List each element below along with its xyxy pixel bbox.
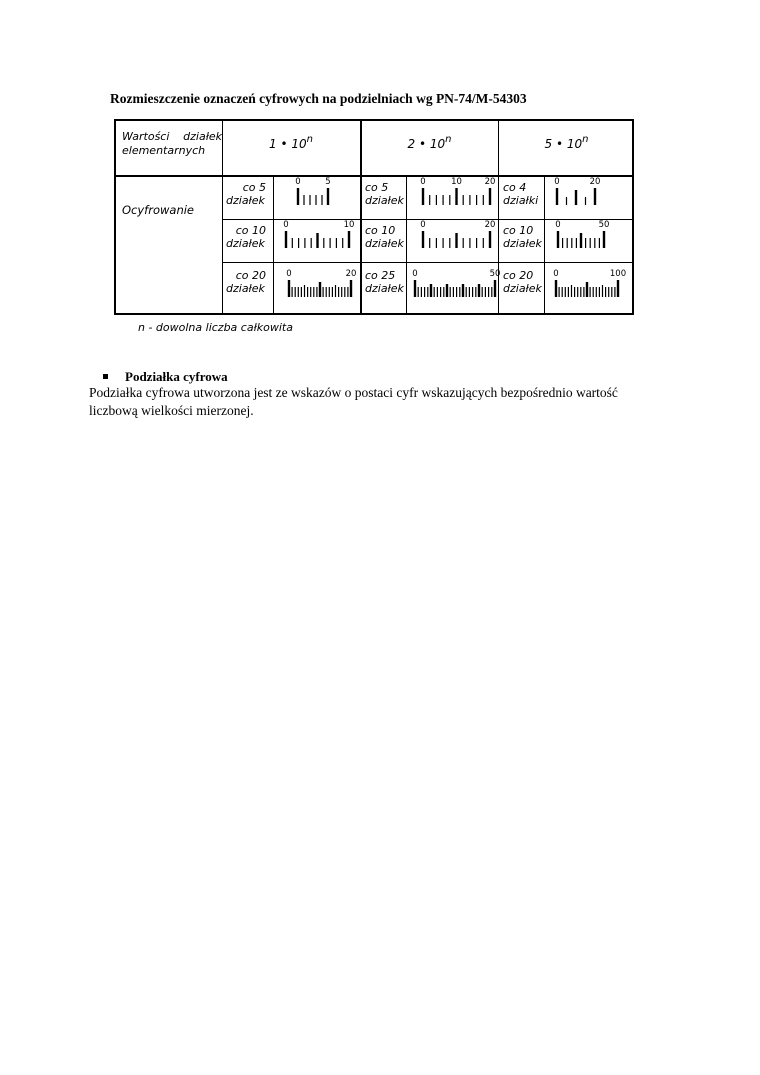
page-title: Rozmieszczenie oznaczeń cyfrowych na podzielniach wg PN-74/M-54303 (110, 91, 527, 106)
scale-illustration (276, 265, 358, 309)
scale-illustration (409, 265, 501, 309)
header-label-word: Wartości (122, 130, 170, 143)
column-header (222, 134, 360, 151)
scale-number-label: 0 (295, 177, 301, 187)
scale-number-label: 10 (451, 177, 462, 187)
row-label: Ocyfrowanie (122, 203, 195, 217)
scale-illustration (409, 222, 496, 260)
scale-number-label: 50 (489, 269, 501, 279)
scale-number-label: 20 (589, 177, 601, 187)
scale-number-label: 100 (609, 269, 627, 279)
scale-number-label: 50 (598, 220, 610, 230)
interval-label-line: działek (503, 282, 542, 295)
table-divider (222, 262, 632, 263)
scale-number-label: 10 (343, 220, 355, 230)
interval-label-line: co 5 (365, 181, 389, 194)
scale-number-label: 0 (553, 269, 559, 279)
interval-label (500, 224, 546, 250)
interval-label (500, 181, 546, 207)
interval-label-line: działek (226, 282, 265, 295)
interval-label-line: działek (226, 237, 265, 250)
interval-label-line: działek (365, 237, 404, 250)
section-heading-text: Podziałka cyfrowa (125, 369, 228, 384)
interval-label-line: co 20 (503, 269, 534, 282)
header-label-line: elementarnych (122, 144, 206, 157)
interval-label-line: co 20 (235, 269, 266, 282)
scale-illustration (547, 179, 632, 217)
column-header (361, 134, 498, 151)
interval-label-line: działek (365, 282, 404, 295)
interval-label-line: co 4 (503, 181, 527, 194)
column-header-exp: n (306, 134, 313, 145)
scale-number-label: 0 (420, 220, 426, 230)
scale-illustration (547, 265, 632, 309)
interval-label-line: działek (503, 237, 542, 250)
scale-number-label: 0 (420, 177, 426, 187)
interval-label (223, 269, 269, 295)
interval-label-line: działek (226, 194, 265, 207)
header-label (122, 130, 222, 158)
interval-label-line: co 10 (235, 224, 266, 237)
interval-label-line: działek (365, 194, 404, 207)
scale-digitization-table (114, 119, 634, 315)
interval-label-line: co 5 (242, 181, 266, 194)
table-note: n - dowolna liczba całkowita (138, 321, 293, 334)
scale-number-label: 0 (554, 177, 560, 187)
column-header-exp: n (445, 134, 452, 145)
scale-number-label: 0 (286, 269, 292, 279)
interval-label-line: co 10 (503, 224, 534, 237)
column-header-exp: n (582, 134, 589, 145)
scale-illustration (276, 179, 358, 217)
interval-label-line: co 10 (365, 224, 396, 237)
scale-number-label: 0 (555, 220, 561, 230)
interval-label (362, 269, 408, 295)
column-header (499, 134, 634, 151)
table-divider (273, 176, 274, 313)
interval-label (500, 269, 546, 295)
column-header-base: 2 • 10 (407, 137, 446, 151)
interval-label (362, 181, 408, 207)
column-header-base: 1 • 10 (269, 137, 307, 151)
scale-illustration (547, 222, 632, 260)
scale-number-label: 20 (484, 177, 496, 187)
scale-number-label: 20 (484, 220, 496, 230)
scale-number-label: 0 (412, 269, 418, 279)
interval-label (223, 181, 269, 207)
section-heading (103, 369, 228, 385)
interval-label-line: co 25 (365, 269, 396, 282)
interval-label-line: działki (503, 194, 539, 207)
interval-label (223, 224, 269, 250)
scale-number-label: 5 (325, 177, 331, 187)
scale-illustration (409, 179, 496, 217)
scale-illustration (276, 222, 358, 260)
scale-number-label: 0 (283, 220, 289, 230)
scale-number-label: 20 (345, 269, 357, 279)
header-label-word: działek (183, 130, 222, 143)
interval-label (362, 224, 408, 250)
bullet-icon (103, 374, 108, 379)
column-header-base: 5 • 10 (544, 137, 583, 151)
body-paragraph: Podziałka cyfrowa utworzona jest ze wskazów o postaci cyfr wskazujących bezpośrednio wartość liczbową wielkości mierzonej. (89, 385, 618, 418)
